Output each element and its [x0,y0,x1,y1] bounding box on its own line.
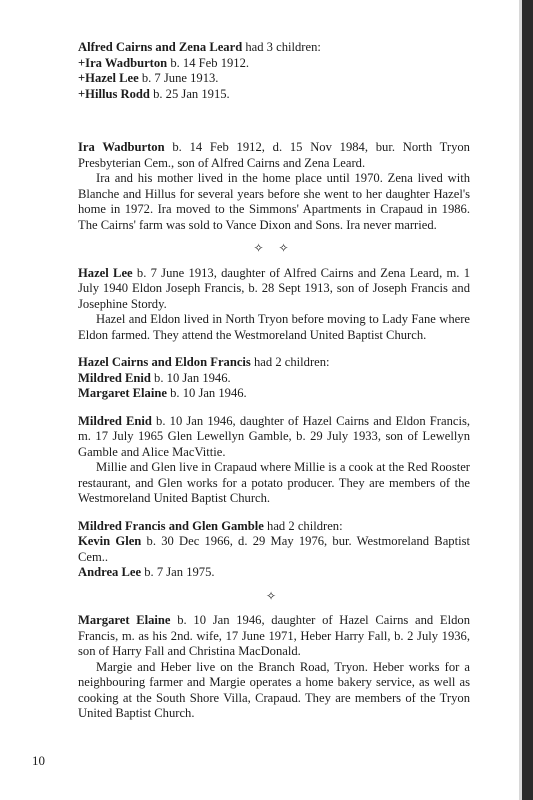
person-entry-margaret [78,613,470,722]
child-entry [78,565,470,581]
family-children-list [78,519,470,581]
family-children-list [78,355,470,402]
child-dates: b. 30 Dec 1966, d. 29 May 1976, bur. Westmoreland Baptist Cem.. [78,534,470,564]
person-details: b. 10 Jan 1946, daughter of Hazel Cairns and Eldon Francis, m. 17 July 1965 Glen Lewellyn Gamble, b. 29 July 1933, son of Lewellyn Gamble and Alice MacVittie. [78,413,470,459]
person-name: Ira Wadburton [78,140,165,154]
person-narrative: Millie and Glen live in Crapaud where Millie is a cook at the Red Rooster restaurant, and Glen works for a potato producer. They are members of the Westmoreland United Baptist Church. [78,460,470,505]
person-summary [78,414,470,461]
child-entry [78,71,470,87]
person-name: Mildred Enid [78,413,152,428]
child-dates: b. 7 Jan 1975. [141,565,215,579]
children-heading [78,519,470,535]
person-entry-hazel [78,266,470,344]
child-entry [78,534,470,565]
family-children-list [78,40,470,102]
children-heading [78,40,470,56]
children-count: had 3 children: [242,40,321,54]
child-entry [78,56,470,72]
child-entry [78,371,470,387]
page-edge [522,0,533,800]
children-count: had 2 children: [263,518,343,533]
child-dates: b. 25 Jan 1915. [149,86,230,101]
child-entry [78,386,470,402]
section-ornament: ✧ [265,588,283,603]
child-name: Margaret Elaine [78,386,167,400]
child-entry [78,87,470,103]
child-dates: b. 10 Jan 1946. [166,386,247,400]
person-entry-ira [78,140,470,233]
child-name: +Hazel Lee [78,71,139,85]
person-summary [78,613,470,660]
person-narrative: Margie and Heber live on the Branch Road, Tryon. Heber works for a neighbouring farmer and Margie operates a home bakery service, as well as cooking at the South Shore Villa, Crapaud. They are members of the Tryon United Baptist Church. [78,659,470,720]
person-entry-mildred [78,414,470,507]
child-dates: b. 14 Feb 1912. [167,55,250,70]
parents-names: Alfred Cairns and Zena Leard [78,40,243,54]
parents-names: Mildred Francis and Glen Gamble [78,518,264,533]
child-name: Mildred Enid [78,370,151,385]
person-details: b. 14 Feb 1912, d. 15 Nov 1984, bur. North Tryon Presbyterian Cem., son of Alfred Cairns and Zena Leard. [78,140,470,170]
person-name: Margaret Elaine [78,613,171,627]
person-summary [78,140,470,171]
person-narrative: Ira and his mother lived in the home place until 1970. Zena lived with Blanche and Hillus for several years before she went to her daughter Hazel's home in 1972. Ira moved to the Simmons' Apartments in Crapaud in 1986. The Cairns' farm was sold to Vance Dixon and Sons. Ira never married. [78,171,470,232]
child-name: Andrea Lee [78,565,142,579]
person-summary [78,266,470,313]
person-narrative: Hazel and Eldon lived in North Tryon before moving to Lady Fane where Eldon farmed. They attend the Westmoreland United Baptist Church. [78,312,470,342]
child-dates: b. 7 June 1913. [138,71,219,85]
page-number: 10 [32,753,45,768]
section-ornament: ✧ ✧ [253,241,295,255]
children-heading [78,355,470,371]
child-name: +Hillus Rodd [78,86,150,101]
child-dates: b. 10 Jan 1946. [150,370,231,385]
person-details: b. 7 June 1913, daughter of Alfred Cairns and Zena Leard, m. 1 July 1940 Eldon Joseph Francis, b. 28 Sept 1913, son of Joseph Francis and Josephine Stordy. [78,265,470,311]
document-body [78,40,470,722]
child-name: +Ira Wadburton [78,55,168,70]
parents-names: Hazel Cairns and Eldon Francis [78,355,251,369]
children-count: had 2 children: [250,355,330,369]
person-name: Hazel Lee [78,265,133,280]
person-details: b. 10 Jan 1946, daughter of Hazel Cairns and Eldon Francis, m. as his 2nd. wife, 17 June 1971, Heber Harry Fall, b. 2 July 1936, son of Harry Fall and Christina MacDonald. [78,613,470,658]
child-name: Kevin Glen [78,534,142,548]
